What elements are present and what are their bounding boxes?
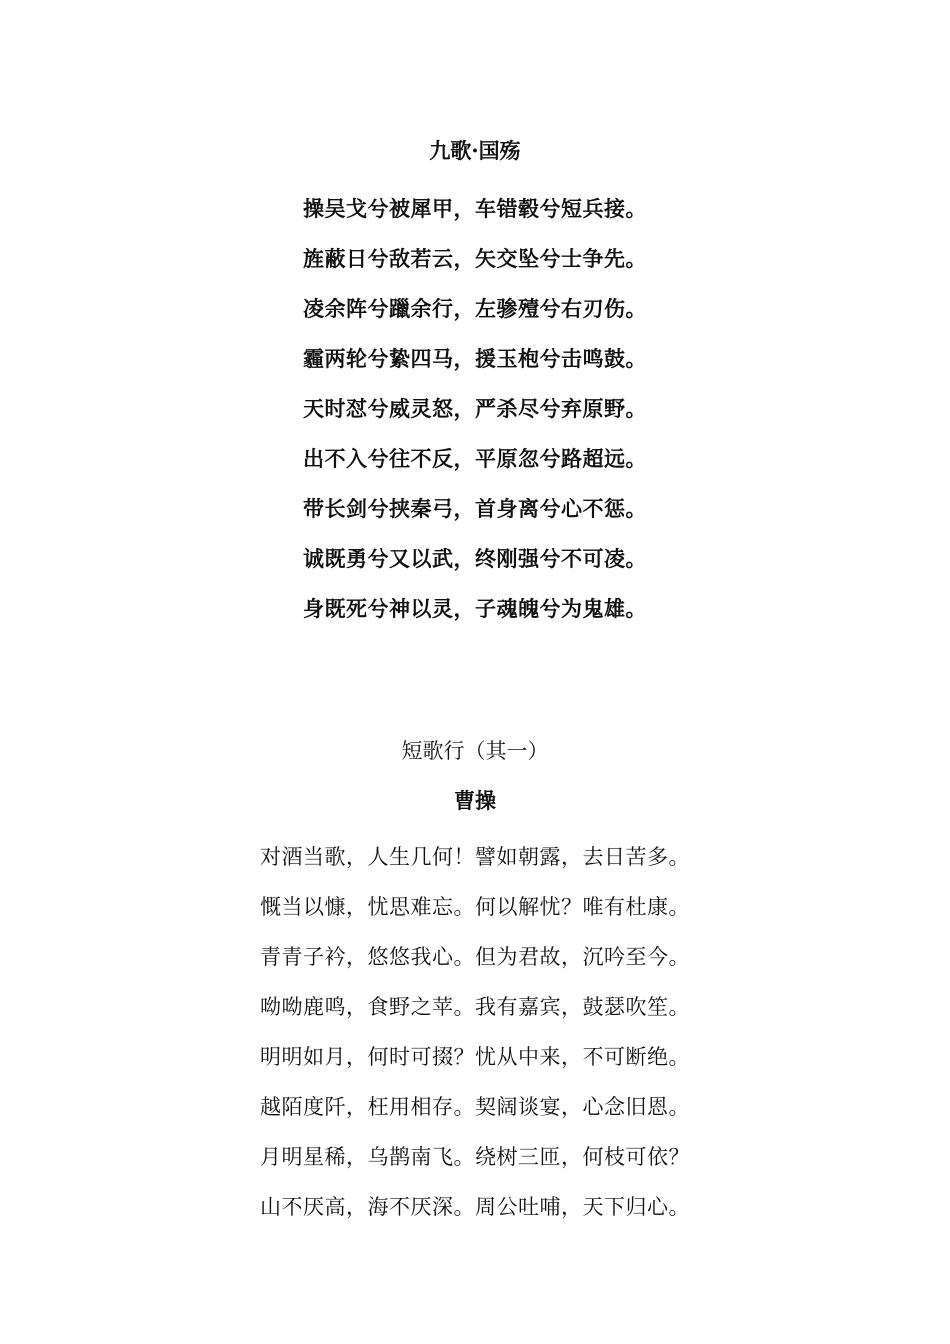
- poem-guoshang: [0, 134, 950, 634]
- poem-line: 出不入兮往不反，平原忽兮路超远。: [303, 446, 647, 471]
- poem-line: 旌蔽日兮敌若云，矢交坠兮士争先。: [303, 246, 647, 271]
- poem-title: 短歌行（其一）: [401, 739, 549, 763]
- poem-line: 月明星稀，乌鹊南飞。绕树三匝，何枝可依？: [260, 1145, 690, 1169]
- poem-line: 青青子衿，悠悠我心。但为君故，沉吟至今。: [260, 945, 690, 969]
- poem-line: 山不厌高，海不厌深。周公吐哺，天下归心。: [260, 1195, 690, 1219]
- poem-line: 凌余阵兮躐余行，左骖殪兮右刃伤。: [303, 296, 647, 321]
- poem-line: 诚既勇兮又以武，终刚强兮不可凌。: [303, 546, 647, 571]
- poem-line: 带长剑兮挟秦弓，首身离兮心不惩。: [303, 496, 647, 521]
- poem-line: 明明如月，何时可掇？忧从中来，不可断绝。: [260, 1045, 690, 1069]
- poem-line: 越陌度阡，枉用相存。契阔谈宴，心念旧恩。: [260, 1095, 690, 1119]
- poem-duangexing: [0, 734, 950, 1232]
- poem-author: 曹操: [454, 788, 496, 813]
- poem-title: 九歌·国殇: [429, 138, 521, 163]
- poem-line: 呦呦鹿鸣，食野之苹。我有嘉宾，鼓瑟吹笙。: [260, 995, 690, 1019]
- poem-line: 霾两轮兮絷四马，援玉枹兮击鸣鼓。: [303, 346, 647, 371]
- poem-line: 天时怼兮威灵怒，严杀尽兮弃原野。: [303, 396, 647, 421]
- poem-line: 操吴戈兮被犀甲，车错毂兮短兵接。: [303, 196, 647, 221]
- poem-line: 慨当以慷，忧思难忘。何以解忧？唯有杜康。: [260, 895, 690, 919]
- poem-line: 身既死兮神以灵，子魂魄兮为鬼雄。: [303, 596, 647, 621]
- poem-line: 对酒当歌，人生几何！譬如朝露，去日苦多。: [260, 845, 690, 869]
